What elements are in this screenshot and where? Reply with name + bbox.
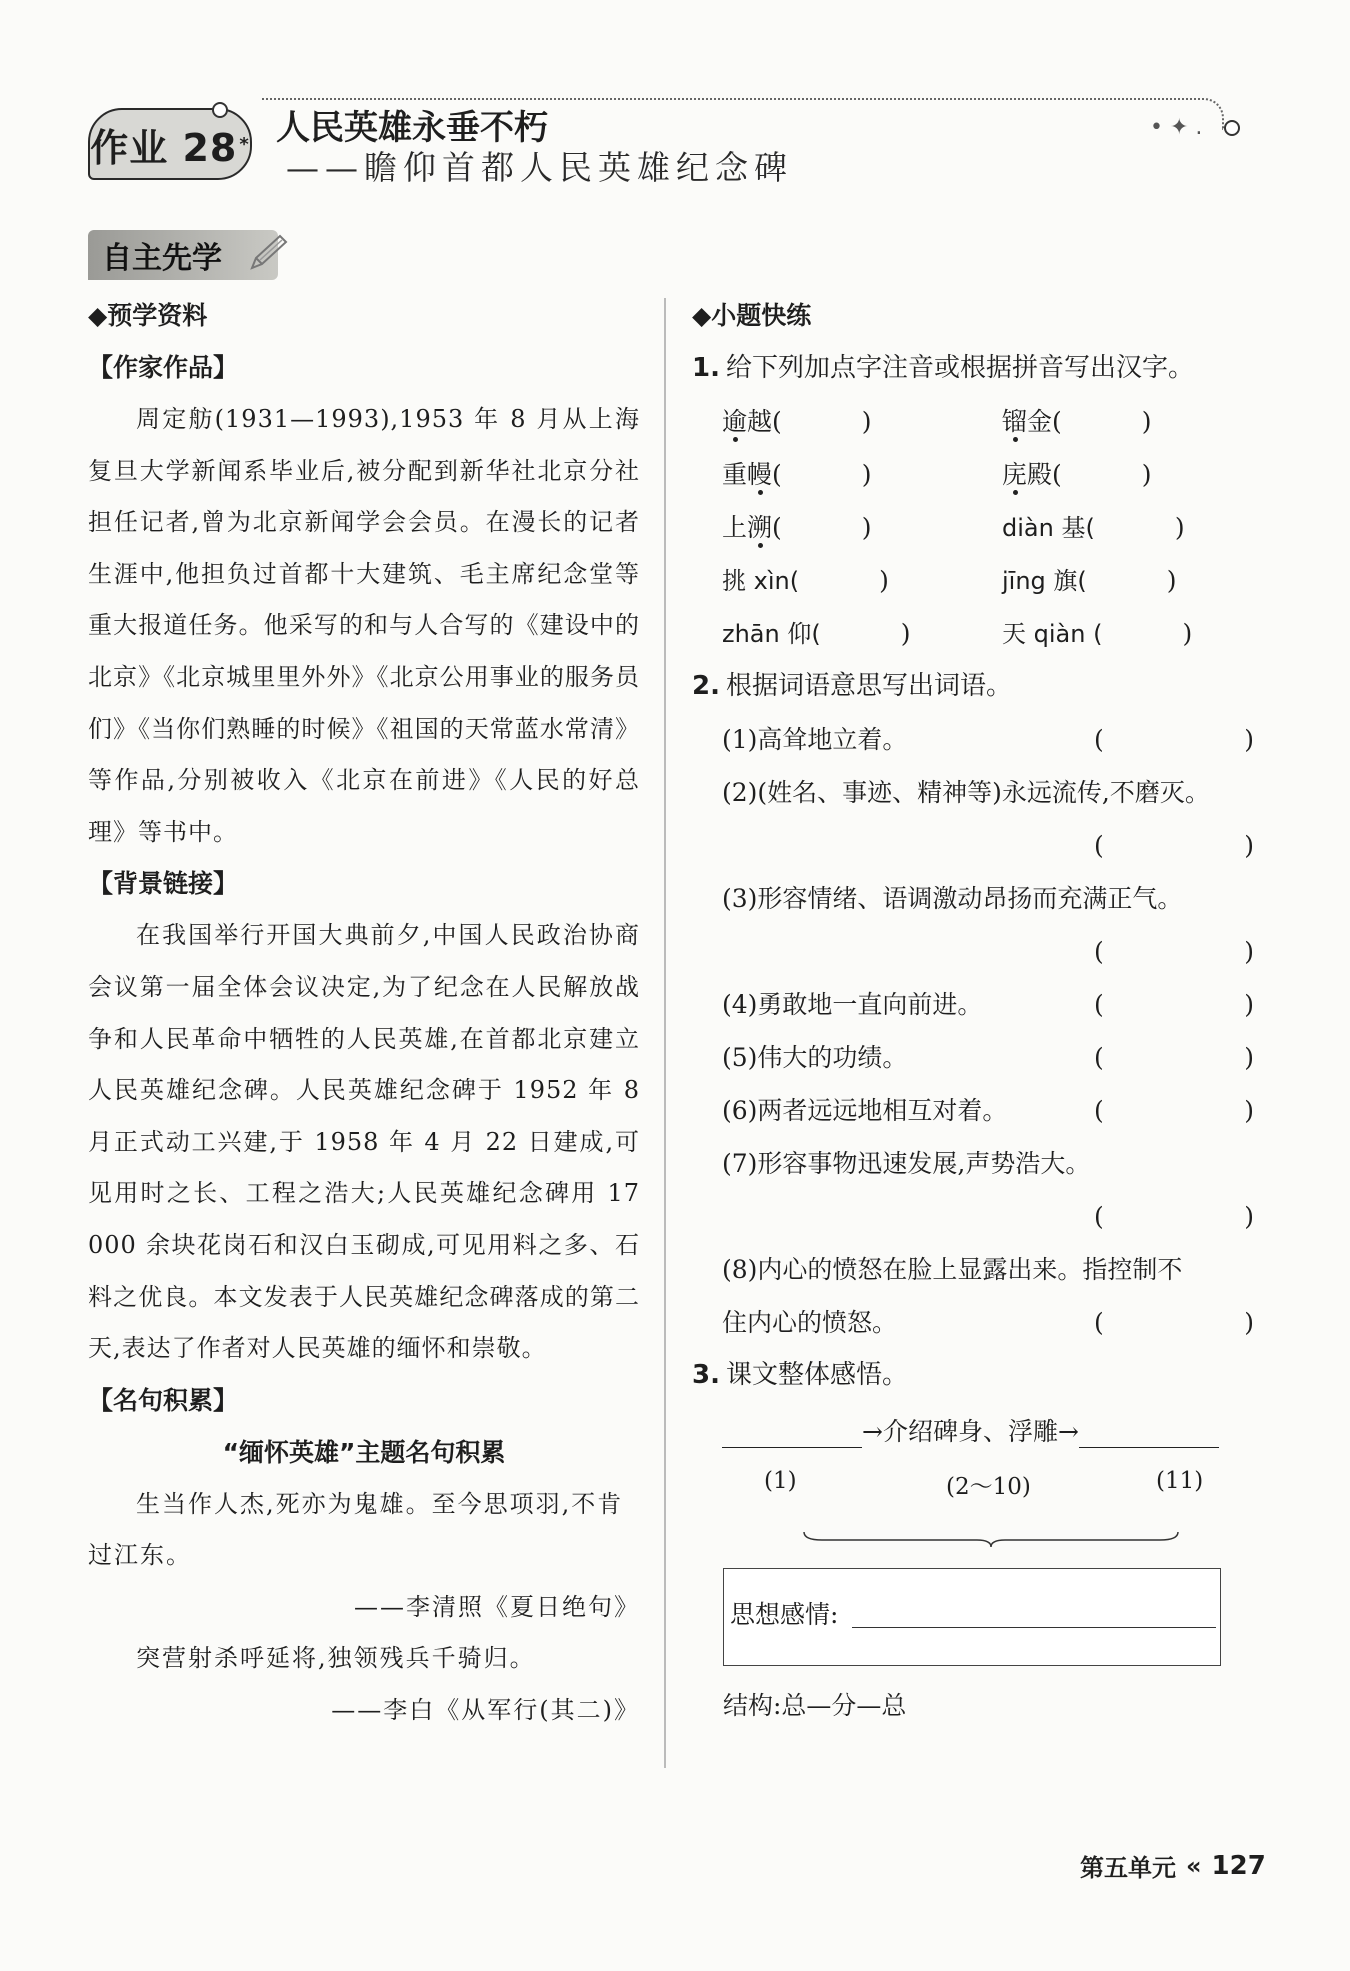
answer-parentheses[interactable]: ( ): [1094, 1096, 1254, 1125]
pinyin-item: diàn 基( ): [1002, 513, 1185, 542]
feeling-label: 思想感情:: [730, 1600, 839, 1629]
pinyin-grid: [692, 395, 1262, 660]
flow-middle: →介绍碑身、浮雕→: [862, 1417, 1079, 1446]
dotted-char: 溯: [747, 513, 773, 542]
quote-text: 突营射杀呼延将,独领残兵千骑归。: [136, 1644, 536, 1673]
definition-row: 住内心的愤怒。 ( ): [692, 1296, 1262, 1349]
badge-dot-icon: [212, 102, 228, 118]
definition-row: (3)形容情绪、语调激动昂扬而充满正气。: [722, 884, 1183, 913]
flow-blank-1[interactable]: [722, 1421, 862, 1448]
lesson-subtitle: ——瞻仰首都人民英雄纪念碑: [286, 148, 793, 187]
header-sparkle-icon: • ✦ .: [1150, 115, 1203, 140]
section-banner: 自主先学: [88, 230, 278, 280]
answer-parentheses[interactable]: ( ): [1094, 1043, 1254, 1072]
question-1: [692, 342, 1262, 395]
background-paragraph: 在我国举行开国大典前夕,中国人民政治协商会议第一届全体会议决定,为了纪念在人民解放战争和人民革命中牺牲的人民英雄,在首都北京建立人民英雄纪念碑。人民英雄纪念碑于 1952 年 8 月正式动工兴建,于 1958 年 4 月 22 日建成,可见用时之长、工程之浩大;人民英雄纪念碑用 17 000 余块花岗石和汉白玉砌成,可见用料之多、石料之优良。本文发表于人民英雄纪念碑落成的第二天,表达了作者对人民英雄的缅怀和崇敬。: [88, 921, 640, 1363]
answer-parentheses[interactable]: ( ): [1094, 725, 1254, 754]
left-column: [88, 290, 640, 1737]
pinyin-item: 重幔( ): [722, 460, 872, 489]
page-number: 127: [1211, 1850, 1266, 1881]
author-paragraph: 周定舫(1931—1993),1953 年 8 月从上海复旦大学新闻系毕业后,被分配到新华社北京分社担任记者,曾为北京新闻学会会员。在漫长的记者生涯中,他担负过首都十大建筑、毛主席纪念堂等重大报道任务。他采写的和与人合写的《建设中的北京》《北京城里里外外》《北京公用事业的服务员们》《当你们熟睡的时候》《祖国的天常蓝水常清》等作品,分别被收入《北京在前进》《人民的好总理》等书中。: [88, 405, 640, 846]
pinyin-item: 上溯( ): [722, 513, 872, 542]
homework-badge: [88, 108, 252, 180]
author-heading: 【作家作品】: [88, 353, 239, 382]
quotes-heading: 【名句积累】: [88, 1385, 239, 1415]
question-text: 课文整体感悟。: [725, 1360, 908, 1390]
question-text: 根据词语意思写出词语。: [725, 671, 1012, 701]
pinyin-item: 天 qiàn ( ): [1002, 619, 1193, 648]
pinyin-item: 逾越( ): [722, 407, 872, 436]
column-divider: [664, 298, 666, 1768]
quote-citation: ——李白《从军行(其二)》: [331, 1696, 640, 1725]
structure-flow: [692, 1402, 1262, 1522]
dotted-char: 幔: [747, 460, 773, 489]
pinyin-item: jīng 旗( ): [1002, 566, 1177, 595]
flow-label: (2～10): [946, 1474, 1031, 1500]
definition-row: (8)内心的愤怒在脸上显露出来。指控制不: [722, 1255, 1183, 1284]
question-text: 给下列加点字注音或根据拼音写出汉字。: [725, 353, 1194, 383]
flow-blank-2[interactable]: [1079, 1421, 1219, 1448]
answer-parentheses[interactable]: ( ): [1094, 990, 1254, 1019]
dotted-char: 庑: [1002, 460, 1028, 489]
pinyin-item: 挑 xìn( ): [722, 566, 889, 595]
question-number: 3.: [692, 1360, 720, 1390]
definition-row: [692, 925, 1262, 978]
answer-parentheses[interactable]: ( ): [1094, 831, 1254, 860]
right-column: [692, 290, 1262, 1522]
pinyin-item: 庑殿( ): [1002, 460, 1152, 489]
background-heading: 【背景链接】: [88, 869, 239, 899]
quote-text: 生当作人杰,死亦为鬼雄。至今思项羽,不肯过江东。: [88, 1489, 624, 1570]
preview-heading: ◆预学资料: [88, 301, 208, 330]
feeling-answer-box: [723, 1568, 1221, 1666]
underbrace-icon: [802, 1530, 1180, 1548]
lesson-title: 人民英雄永垂不朽: [276, 108, 548, 148]
quotes-title: “缅怀英雄”主题名句积累: [222, 1437, 506, 1467]
page-footer: [1080, 1848, 1266, 1883]
definition-row: (4)勇敢地一直向前进。 ( ): [692, 978, 1262, 1031]
pinyin-item: 镏金( ): [1002, 407, 1152, 436]
homework-number: 作业 28: [90, 125, 238, 170]
pinyin-item: zhān 仰( ): [722, 619, 911, 648]
definition-row: (6)两者远远地相互对着。 ( ): [692, 1084, 1262, 1137]
structure-note: 结构:总—分—总: [723, 1691, 907, 1720]
question-number: 2.: [692, 671, 720, 701]
definition-row: [692, 819, 1262, 872]
double-chevron-icon: «: [1186, 1851, 1202, 1880]
definition-row: [692, 1190, 1262, 1243]
answer-parentheses[interactable]: ( ): [1094, 1308, 1254, 1337]
unit-label: 第五单元: [1080, 1854, 1176, 1882]
header-end-circle-icon: [1224, 120, 1240, 136]
answer-parentheses[interactable]: ( ): [1094, 1202, 1254, 1231]
definition-row: (5)伟大的功绩。 ( ): [692, 1031, 1262, 1084]
definition-row: (7)形容事物迅速发展,声势浩大。: [722, 1149, 1091, 1178]
quote-citation: ——李清照《夏日绝句》: [354, 1592, 640, 1621]
feeling-answer-line[interactable]: [852, 1627, 1216, 1628]
flow-label: (1): [764, 1468, 797, 1494]
question-2: [692, 660, 1262, 713]
answer-parentheses[interactable]: ( ): [1094, 937, 1254, 966]
homework-mark: *: [239, 133, 250, 155]
question-3: [692, 1349, 1262, 1402]
practice-heading: ◆小题快练: [692, 301, 812, 330]
definition-row: (1)高耸地立着。 ( ): [692, 713, 1262, 766]
definition-row: (2)(姓名、事迹、精神等)永远流传,不磨灭。: [722, 778, 1210, 807]
dotted-char: 逾: [722, 407, 748, 436]
question-number: 1.: [692, 353, 720, 383]
dotted-char: 镏: [1002, 407, 1028, 436]
pencil-icon: [246, 232, 290, 272]
flow-label: (11): [1156, 1468, 1204, 1494]
